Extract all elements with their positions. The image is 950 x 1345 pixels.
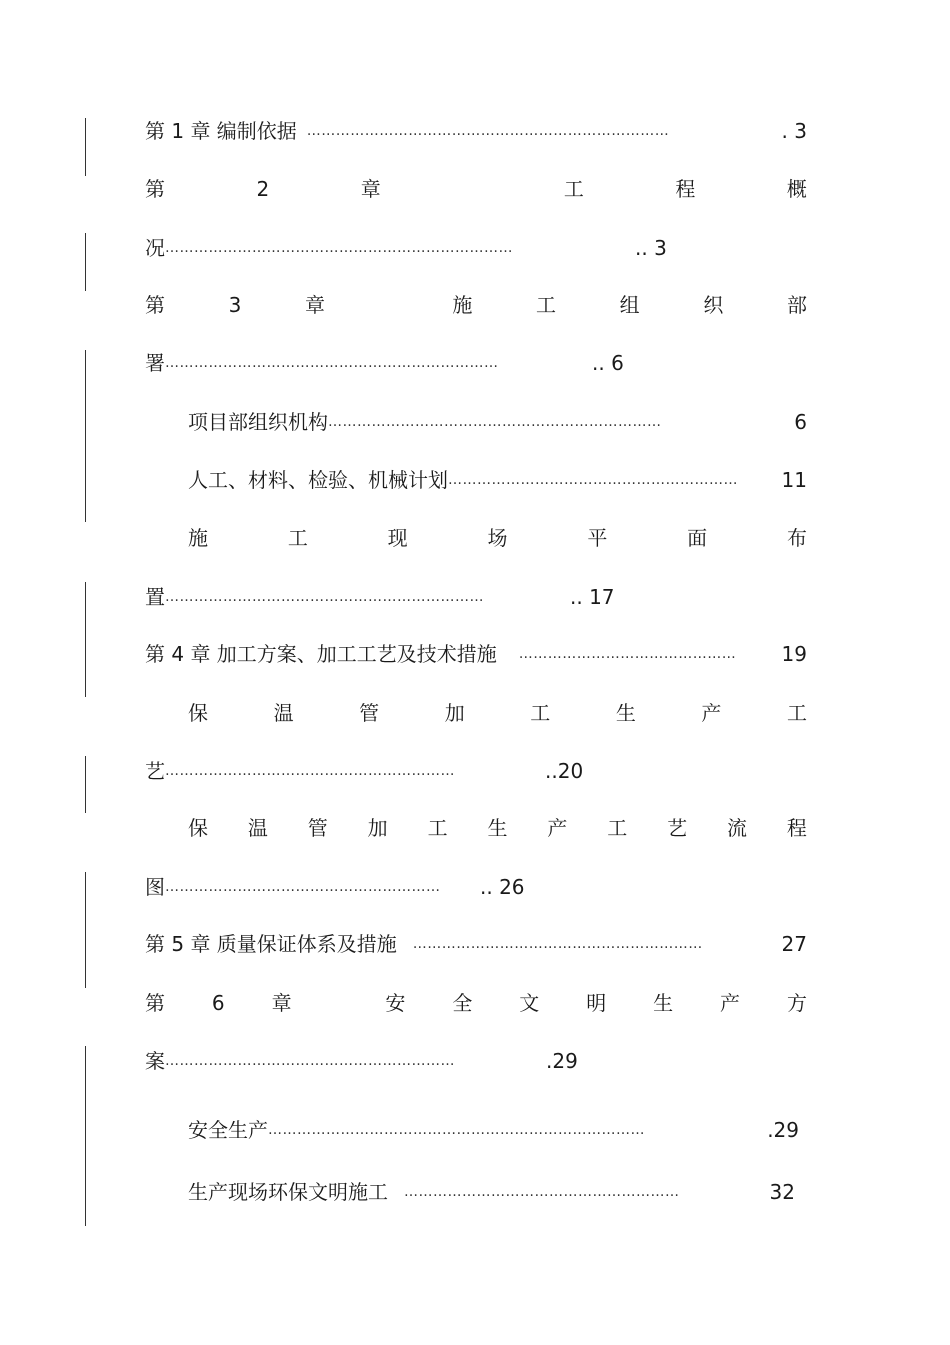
- leader-dots: ………………………………………: [518, 646, 737, 662]
- margin-bar: [85, 756, 86, 813]
- margin-bar: [85, 350, 86, 522]
- leader-dots: ……………………………………………………: [412, 936, 703, 952]
- toc-entry-org-structure[interactable]: [188, 407, 807, 437]
- title-char: 工: [287, 526, 308, 550]
- title-char: 加: [444, 701, 465, 725]
- toc-title: 图: [145, 875, 165, 899]
- title-char: 概: [786, 177, 807, 201]
- leader-dots: ……………………………………………………: [165, 1053, 455, 1069]
- title-char: 2: [256, 177, 270, 201]
- toc-title: 项目部组织机构: [188, 410, 328, 434]
- title-char: 艺: [667, 816, 688, 840]
- title-char: 3: [228, 293, 242, 317]
- title-char: 产: [547, 816, 568, 840]
- title-char: 组: [619, 293, 640, 317]
- title-char: 施: [188, 526, 208, 550]
- leader-dots: ……………………………………………………: [165, 763, 455, 779]
- title-char: 施: [452, 293, 473, 317]
- toc-title: 第 4 章 加工方案、加工工艺及技术措施: [145, 642, 497, 666]
- toc-entry-chapter-6-cont[interactable]: [145, 1046, 807, 1076]
- page-number: 11: [781, 468, 807, 492]
- margin-bar: [85, 233, 86, 291]
- title-char: 工: [536, 293, 557, 317]
- leader-dots: ……………………………………………………: [448, 472, 738, 488]
- title-char: 织: [703, 293, 724, 317]
- toc-title: 艺: [145, 759, 165, 783]
- title-char: 方: [786, 991, 807, 1015]
- toc-entry-pipe-process-cont[interactable]: [145, 756, 807, 786]
- toc-title-spread: [145, 988, 807, 1018]
- title-char: 6: [211, 991, 225, 1015]
- toc-entry-process-flowchart[interactable]: [188, 813, 807, 843]
- title-char: 平: [587, 526, 608, 550]
- toc-entry-chapter-3[interactable]: [145, 290, 807, 320]
- toc-title: 置: [145, 585, 165, 609]
- title-char: 章: [305, 293, 326, 317]
- toc-entry-site-environment[interactable]: [188, 1177, 807, 1207]
- title-char: 工: [563, 177, 584, 201]
- title-char: 程: [786, 816, 807, 840]
- toc-entry-chapter-2[interactable]: [145, 174, 807, 204]
- title-char: 第: [145, 991, 165, 1015]
- title-char: 产: [720, 991, 741, 1015]
- toc-title: 安全生产: [188, 1118, 268, 1142]
- title-char: 工: [427, 816, 448, 840]
- page-number: 19: [781, 642, 807, 666]
- toc-entry-chapter-2-cont[interactable]: [145, 233, 807, 263]
- leader-dots: ………………………………………………………………: [165, 240, 513, 256]
- title-char: 流: [727, 816, 748, 840]
- toc-entry-chapter-6[interactable]: [145, 988, 807, 1018]
- toc-entry-safe-production[interactable]: [188, 1115, 807, 1145]
- title-char: 管: [307, 816, 328, 840]
- toc-title-spread: [145, 290, 807, 320]
- toc-title: 生产现场环保文明施工: [188, 1180, 388, 1204]
- title-char: 加: [367, 816, 388, 840]
- leader-dots: …………………………………………………………………: [306, 123, 670, 139]
- page-number: 32: [769, 1180, 795, 1204]
- toc-entry-site-layout-cont[interactable]: [145, 582, 807, 612]
- margin-bar: [85, 118, 86, 176]
- title-char: 全: [452, 991, 473, 1015]
- leader-dots: ……………………………………………………………: [165, 355, 499, 371]
- page-number: .29: [767, 1118, 799, 1142]
- toc-title: 人工、材料、检验、机械计划: [188, 468, 448, 492]
- toc-title-spread: [145, 174, 807, 204]
- toc-title: 署: [145, 351, 165, 375]
- title-char: 场: [487, 526, 508, 550]
- page-number: .29: [546, 1049, 578, 1073]
- toc-title-spread: [188, 813, 807, 843]
- title-char: 章: [360, 177, 381, 201]
- leader-dots: ……………………………………………………………: [328, 414, 662, 430]
- title-char: 工: [607, 816, 628, 840]
- title-char: 程: [675, 177, 696, 201]
- page-number: ..20: [545, 759, 584, 783]
- toc-entry-site-layout[interactable]: [188, 523, 807, 553]
- leader-dots: …………………………………………………: [165, 879, 441, 895]
- title-char: 现: [387, 526, 408, 550]
- toc-title: 第 1 章 编制依据: [145, 119, 297, 143]
- title-char: 明: [586, 991, 607, 1015]
- title-char: 部: [786, 293, 807, 317]
- page-number: .. 17: [570, 585, 615, 609]
- leader-dots: …………………………………………………………: [165, 589, 484, 605]
- title-char: 生: [615, 701, 636, 725]
- toc-entry-pipe-process[interactable]: [188, 698, 807, 728]
- margin-bar: [85, 872, 86, 988]
- title-char: 生: [487, 816, 508, 840]
- title-char: 温: [273, 701, 294, 725]
- title-char: 温: [247, 816, 268, 840]
- toc-entry-chapter-3-cont[interactable]: [145, 348, 807, 378]
- title-char: 生: [653, 991, 674, 1015]
- toc-entry-chapter-1[interactable]: [145, 116, 807, 146]
- title-char: 工: [530, 701, 551, 725]
- toc-entry-chapter-4[interactable]: [145, 639, 807, 669]
- margin-bar: [85, 1046, 86, 1226]
- page-number: .. 26: [480, 875, 525, 899]
- toc-title: 况: [145, 236, 165, 260]
- toc-entry-chapter-5[interactable]: [145, 929, 807, 959]
- leader-dots: ……………………………………………………………………: [268, 1122, 645, 1138]
- toc-title: 案: [145, 1049, 165, 1073]
- page-number: .. 3: [635, 236, 667, 260]
- toc-entry-process-flowchart-cont[interactable]: [145, 872, 807, 902]
- title-char: 布: [786, 526, 807, 550]
- toc-title-spread: [188, 698, 807, 728]
- page-number: . 3: [781, 119, 807, 143]
- title-char: 第: [145, 177, 165, 201]
- leader-dots: …………………………………………………: [404, 1184, 680, 1200]
- title-char: 工: [786, 701, 807, 725]
- page-number: .. 6: [592, 351, 624, 375]
- title-char: 保: [188, 701, 208, 725]
- title-char: 产: [701, 701, 722, 725]
- title-char: 面: [687, 526, 708, 550]
- title-char: 章: [271, 991, 292, 1015]
- title-char: 保: [188, 816, 208, 840]
- title-char: 第: [145, 293, 165, 317]
- margin-bar: [85, 582, 86, 697]
- title-char: 文: [519, 991, 540, 1015]
- toc-entry-resource-plan[interactable]: [188, 465, 807, 495]
- page-number: 6: [794, 410, 807, 434]
- toc-title-spread: [188, 523, 807, 553]
- title-char: 安: [385, 991, 406, 1015]
- page-number: 27: [781, 932, 807, 956]
- title-char: 管: [359, 701, 380, 725]
- toc-title: 第 5 章 质量保证体系及措施: [145, 932, 397, 956]
